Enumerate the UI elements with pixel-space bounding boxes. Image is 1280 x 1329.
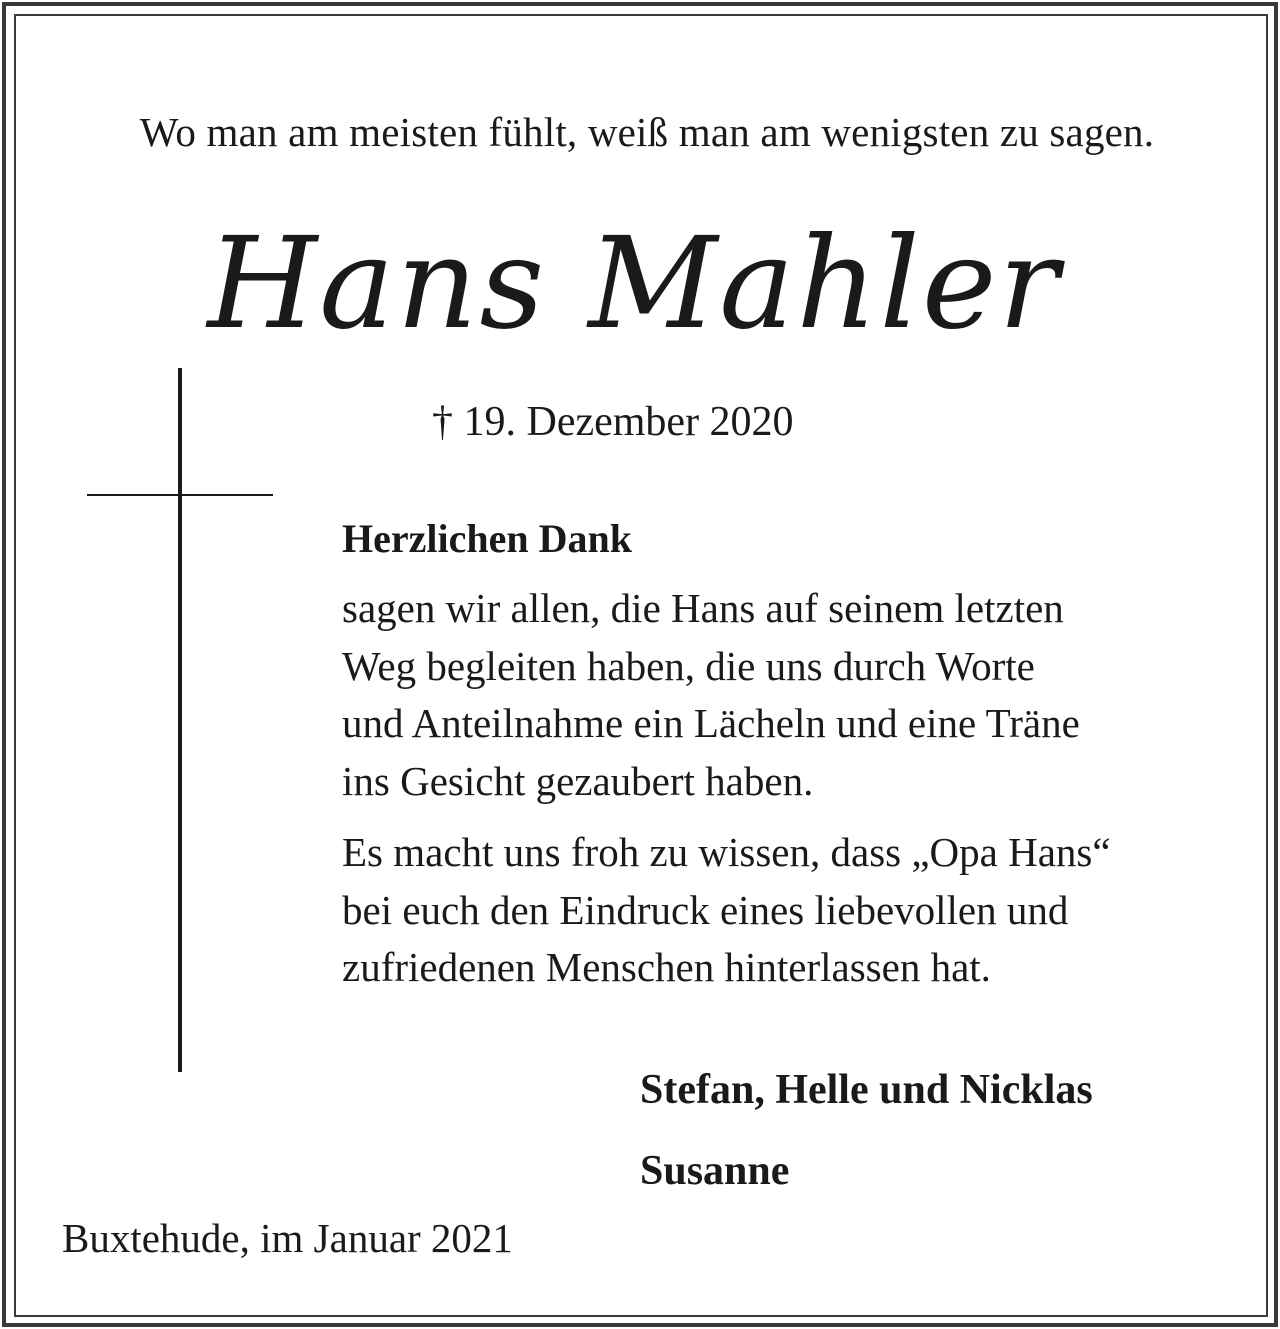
motto-quote: Wo man am meisten fühlt, weiß man am wenigsten zu sagen. [139,109,1155,155]
text-line: bei euch den Eindruck eines liebevollen und [342,886,1069,933]
signers [640,1050,1093,1212]
thanks-paragraph-2 [342,824,1111,997]
place-and-date: Buxtehude, im Januar 2021 [62,1215,513,1261]
thanks-paragraph-1 [342,580,1080,810]
text-line: sagen wir allen, die Hans auf seinem letzten [342,585,1064,631]
cross-icon-horizontal-bar [87,494,273,496]
text-line: und Anteilnahme ein Lächeln und eine Träne [342,700,1080,746]
signer-line: Susanne [640,1148,790,1194]
death-date: † 19. Dezember 2020 [432,399,794,445]
cross-icon-vertical-bar [178,368,182,1072]
signer-line: Stefan, Helle und Nicklas [640,1067,1093,1113]
text-line: Weg begleiten haben, die uns durch Worte [342,642,1035,689]
text-line: Es macht uns froh zu wissen, dass „Opa Hans“ [342,829,1111,875]
deceased-name: Hans Mahler [207,210,1061,357]
text-line: zufriedenen Menschen hinterlassen hat. [342,944,991,990]
text-line: ins Gesicht gezaubert haben. [342,757,814,804]
thanks-heading: Herzlichen Dank [342,516,632,561]
